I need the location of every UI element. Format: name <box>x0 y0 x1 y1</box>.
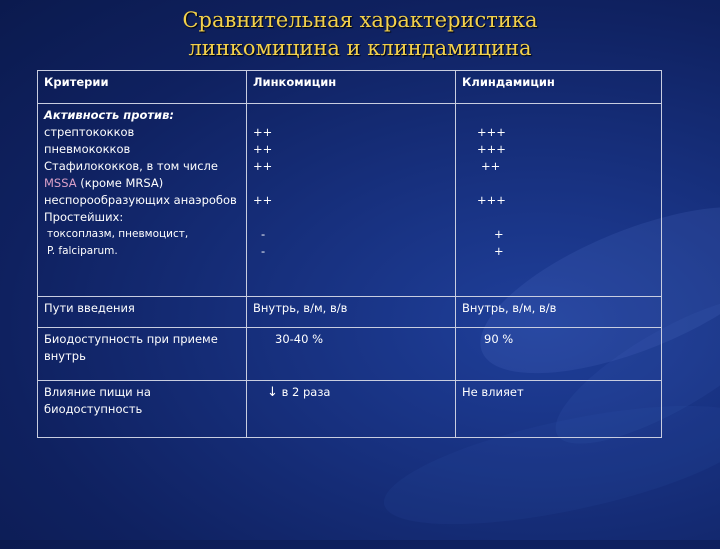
activity-strep: стрептококков <box>44 125 135 139</box>
bioavailability-label-1: Биодоступность при приеме <box>44 332 218 346</box>
clindamycin-toxo-value: + <box>494 227 504 241</box>
title-line-1: Сравнительная характеристика <box>182 8 538 32</box>
route-label: Пути введения <box>38 297 247 328</box>
food-lincomycin-value: в 2 раза <box>281 385 331 399</box>
comparison-table <box>37 70 662 438</box>
activity-anaerobes: неспорообразующих анаэробов <box>44 193 237 207</box>
table-header-row <box>38 71 662 104</box>
activity-pneumo: пневмококков <box>44 142 131 156</box>
food-label-2: биодоступность <box>44 402 143 416</box>
clindamycin-strep-value: +++ <box>477 125 506 139</box>
clindamycin-anaerobes-value: +++ <box>477 193 506 207</box>
table-row-route <box>38 297 662 328</box>
clindamycin-staph-value: ++ <box>481 159 501 173</box>
bioavailability-lincomycin: 30-40 % <box>247 328 456 381</box>
mssa-text: MSSA <box>44 176 77 190</box>
route-lincomycin: Внутрь, в/м, в/в <box>247 297 456 328</box>
title-line-2: линкомицина и клиндамицина <box>188 36 532 60</box>
clindamycin-falciparum-value: + <box>494 244 504 258</box>
bioavailability-clindamycin: 90 % <box>456 328 662 381</box>
table-row-activity <box>38 104 662 297</box>
route-clindamycin: Внутрь, в/м, в/в <box>456 297 662 328</box>
header-clindamycin: Клиндамицин <box>456 71 662 104</box>
food-clindamycin: Не влияет <box>456 381 662 438</box>
activity-staph: Стафилококков, в том числе <box>44 159 218 173</box>
lincomycin-toxo-value: - <box>261 227 266 241</box>
activity-lincomycin-cell <box>247 104 456 297</box>
lincomycin-staph-value: ++ <box>253 159 273 173</box>
table-row-food-effect <box>38 381 662 438</box>
lincomycin-anaerobes-value: ++ <box>253 193 273 207</box>
lincomycin-pneumo-value: ++ <box>253 142 273 156</box>
activity-protozoa: Простейших: <box>44 210 124 224</box>
header-lincomycin: Линкомицин <box>247 71 456 104</box>
slide-title <box>150 6 570 62</box>
food-lincomycin-cell <box>247 381 456 438</box>
activity-clindamycin-cell <box>456 104 662 297</box>
food-criteria-cell <box>38 381 247 438</box>
activity-label: Активность против: <box>44 108 174 122</box>
mrsa-note: (кроме MRSA) <box>76 176 164 190</box>
lincomycin-strep-value: ++ <box>253 125 273 139</box>
bioavailability-criteria-cell <box>38 328 247 381</box>
activity-protozoa-list-1: токсоплазм, пневмоцист, <box>47 228 189 240</box>
bioavailability-label-2: внутрь <box>44 349 86 363</box>
header-criteria: Критерии <box>38 71 247 104</box>
table-row-bioavailability <box>38 328 662 381</box>
activity-staph-note <box>44 175 240 192</box>
food-label-1: Влияние пищи на <box>44 385 151 399</box>
activity-criteria-cell <box>38 104 247 297</box>
activity-protozoa-list-2: P. falciparum. <box>47 245 118 257</box>
lincomycin-falciparum-value: - <box>261 244 266 258</box>
clindamycin-pneumo-value: +++ <box>477 142 506 156</box>
arrow-down-icon: ↓ <box>267 385 278 400</box>
